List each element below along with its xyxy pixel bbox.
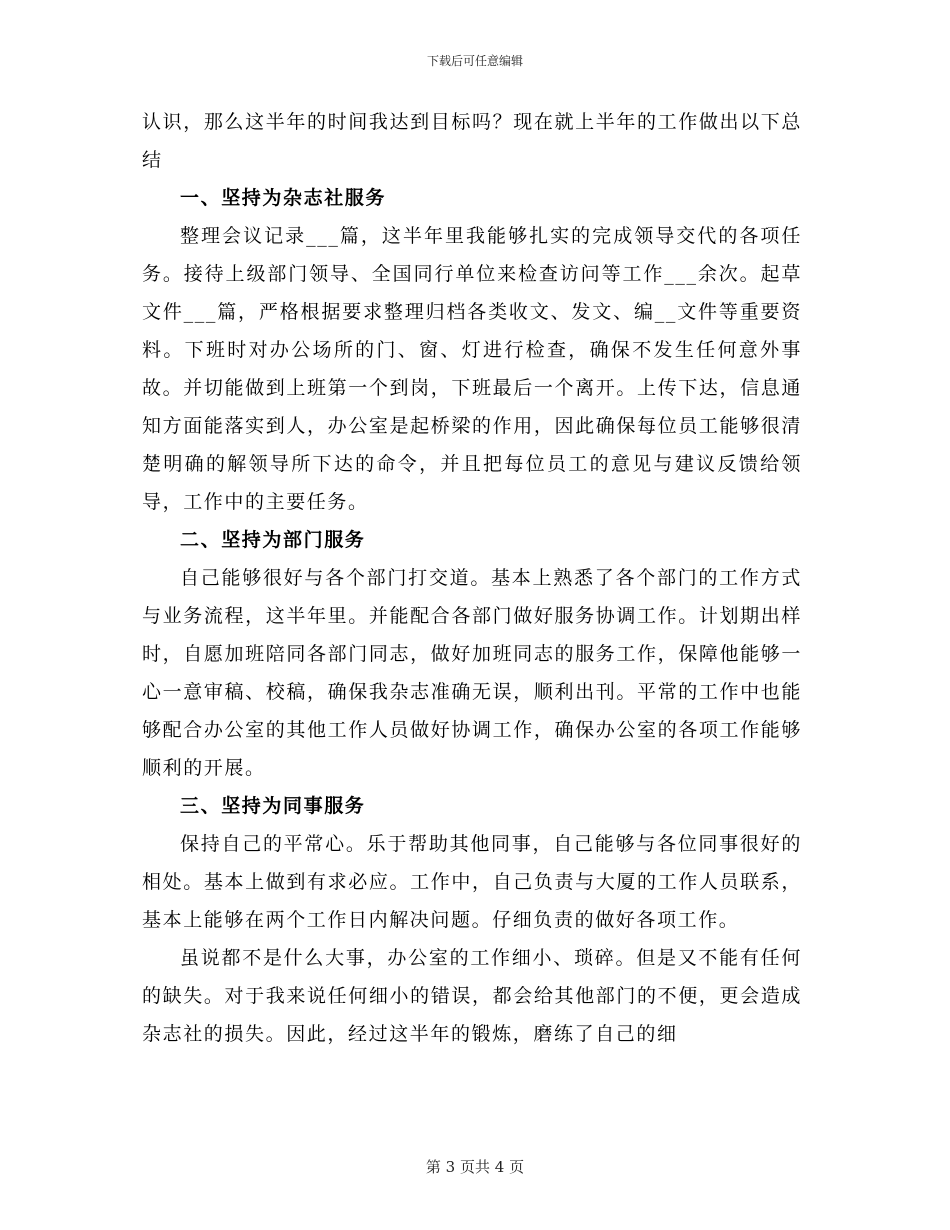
intro-paragraph: 认识，那么这半年的时间我达到目标吗？现在就上半年的工作做出以下总结: [142, 111, 802, 171]
page-number-footer: 第 3 页共 4 页: [425, 1158, 525, 1176]
section-1-paragraph: 整理会议记录___篇，这半年里我能够扎实的完成领导交代的各项任务。接待上级部门领导、全国同行单位来检查访问等工作___余次。起草文件___篇，严格根据要求整理归档各类收文、发文、编__文件等重要资料。下班时对办公场所的门、窗、灯进行检查，确保不发生任何意外事故。并切能做到上班第一个到岗，下班最后一个离开。上传下达，信息通知方面能落实到人，办公室是起桥梁的作用，因此确保每位员工能够很清楚明确的解领导所下达的命令，并且把每位员工的意见与建议反馈给领导，工作中的主要任务。: [142, 225, 802, 513]
section-heading-3: 三、坚持为同事服务: [180, 795, 366, 817]
section-heading-1: 一、坚持为杂志社服务: [180, 187, 387, 209]
section-3-paragraph-1: 保持自己的平常心。乐于帮助其他同事，自己能够与各位同事很好的相处。基本上做到有求必应。工作中，自己负责与大厦的工作人员联系，基本上能够在两个工作日内解决问题。仔细负责的做好各项工作。: [142, 833, 802, 931]
section-2-paragraph: 自己能够很好与各个部门打交道。基本上熟悉了各个部门的工作方式与业务流程，这半年里。并能配合各部门做好服务协调工作。计划期出样时，自愿加班陪同各部门同志，做好加班同志的服务工作，保障他能够一心一意审稿、校稿，确保我杂志准确无误，顺利出刊。平常的工作中也能够配合办公室的其他工作人员做好协调工作，确保办公室的各项工作能够顺利的开展。: [142, 567, 802, 779]
page-header: 下载后可任意编辑: [426, 54, 523, 68]
document-body: [142, 103, 802, 1053]
section-heading-2: 二、坚持为部门服务: [180, 529, 366, 551]
section-3-paragraph-2: 虽说都不是什么大事，办公室的工作细小、琐碎。但是又不能有任何的缺失。对于我来说任何细小的错误，都会给其他部门的不便，更会造成杂志社的损失。因此，经过这半年的锻炼，磨练了自己的细: [142, 947, 802, 1045]
